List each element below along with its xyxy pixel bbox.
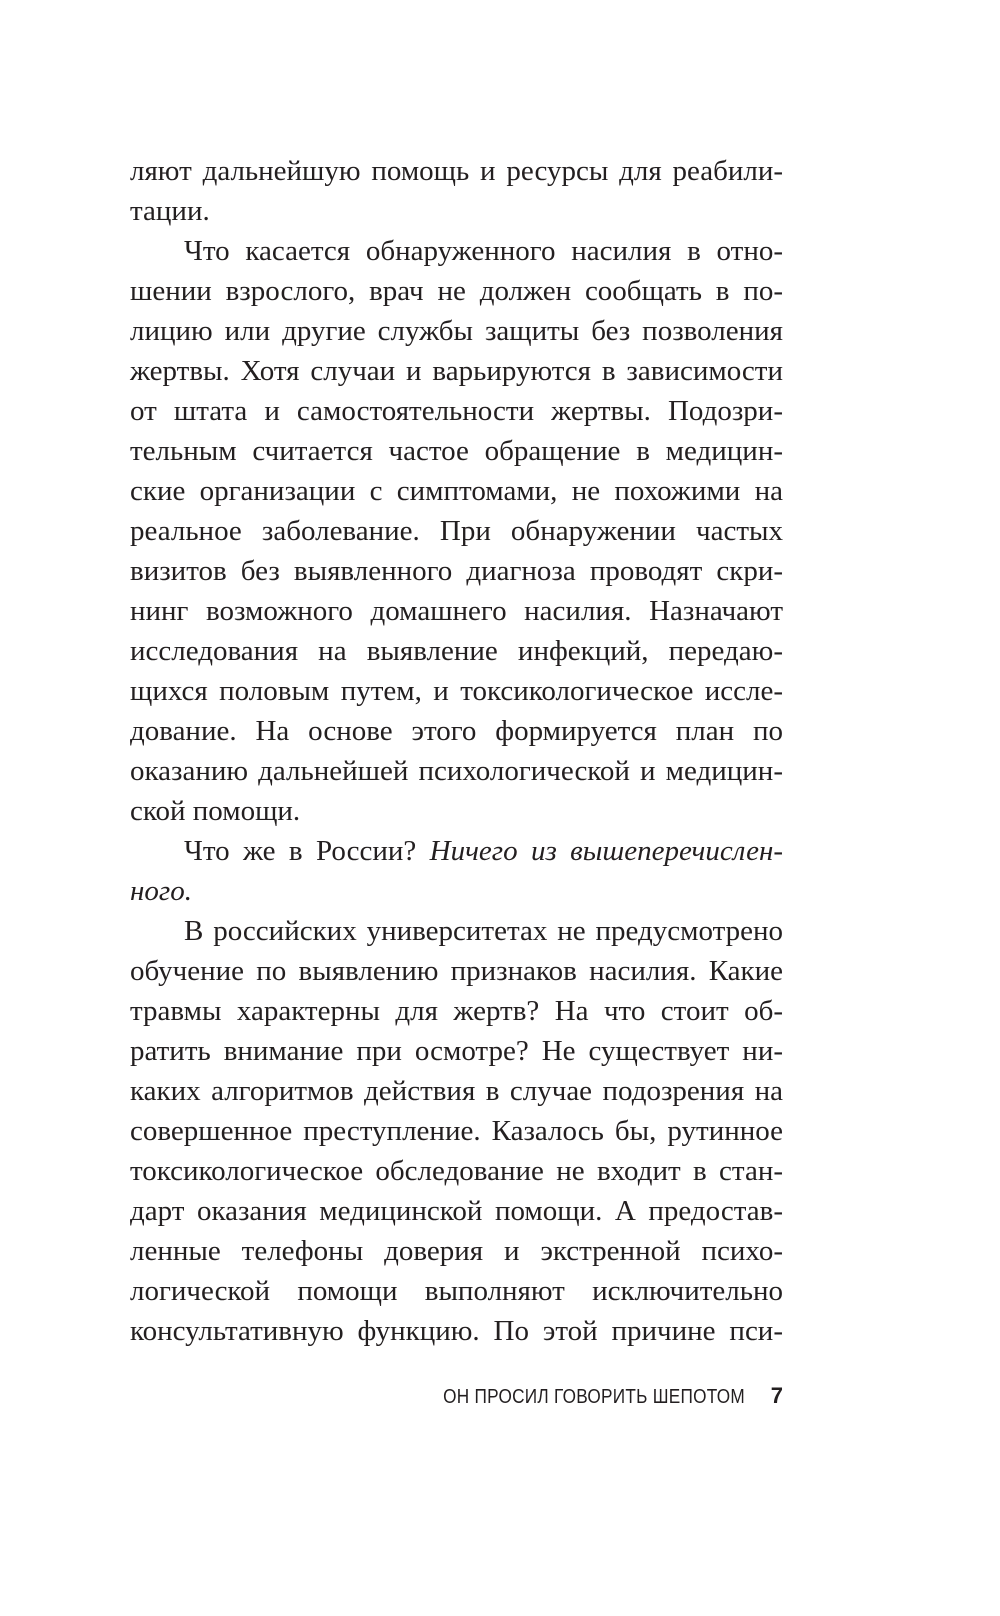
text-line: от штата и самостоятельности жертвы. Подозри-: [130, 395, 783, 427]
text-line: оказанию дальнейшей психологической и медицин-: [130, 755, 783, 787]
text-line: исследования на выявление инфекций, передаю-: [130, 635, 783, 667]
text-line: ратить внимание при осмотре? Не существует ни-: [130, 1035, 783, 1067]
text-line: щихся половым путем, и токсикологическое иссле-: [130, 675, 783, 707]
text-line: дование. На основе этого формируется план по: [130, 715, 783, 747]
text-line: логической помощи выполняют исключительно: [130, 1275, 783, 1307]
text-line: нинг возможного домашнего насилия. Назначают: [130, 595, 783, 627]
paragraph-first-line: Что касается обнаруженного насилия в отно-: [184, 235, 783, 267]
text-line: ские организации с симптомами, не похожими на: [130, 475, 783, 507]
page-footer: [420, 1383, 783, 1417]
text-line: лицию или другие службы защиты без позволения: [130, 315, 783, 347]
italic-text: Ничего из вышеперечислен-: [429, 835, 784, 867]
paragraph-first-line: В российских университетах не предусмотрено: [184, 915, 783, 947]
text-line: травмы характерны для жертв? На что стоит об-: [130, 995, 783, 1027]
paragraph-first-line: [130, 831, 783, 871]
text-line: обучение по выявлению признаков насилия. Какие: [130, 955, 783, 987]
text-line: тации.: [130, 195, 210, 227]
body-text: [130, 151, 783, 1351]
text-line: каких алгоритмов действия в случае подозрения на: [130, 1075, 783, 1107]
text-line: ляют дальнейшую помощь и ресурсы для реабили-: [130, 155, 783, 187]
text-line: шении взрослого, врач не должен сообщать в по-: [130, 275, 783, 307]
italic-text-line: ного.: [130, 875, 192, 907]
text-line: реальное заболевание. При обнаружении частых: [130, 515, 783, 547]
page-number: 7: [770, 1383, 783, 1408]
text-line: тельным считается частое обращение в медицин-: [130, 435, 783, 467]
text-line: токсикологическое обследование не входит в стан-: [130, 1155, 783, 1187]
running-title: ОН ПРОСИЛ ГОВОРИТЬ ШЕПОТОМ: [442, 1386, 745, 1408]
plain-text: Что же в России?: [184, 835, 430, 867]
text-line: визитов без выявленного диагноза проводят скри-: [130, 555, 783, 587]
text-line: консультативную функцию. По этой причине пси-: [130, 1315, 783, 1347]
text-line: ской помощи.: [130, 795, 301, 827]
text-line: жертвы. Хотя случаи и варьируются в зависимости: [130, 355, 783, 387]
text-line: дарт оказания медицинской помощи. А предостав-: [130, 1195, 783, 1227]
text-line: совершенное преступление. Казалось бы, рутинное: [130, 1115, 783, 1147]
text-line: ленные телефоны доверия и экстренной психо-: [130, 1235, 783, 1267]
